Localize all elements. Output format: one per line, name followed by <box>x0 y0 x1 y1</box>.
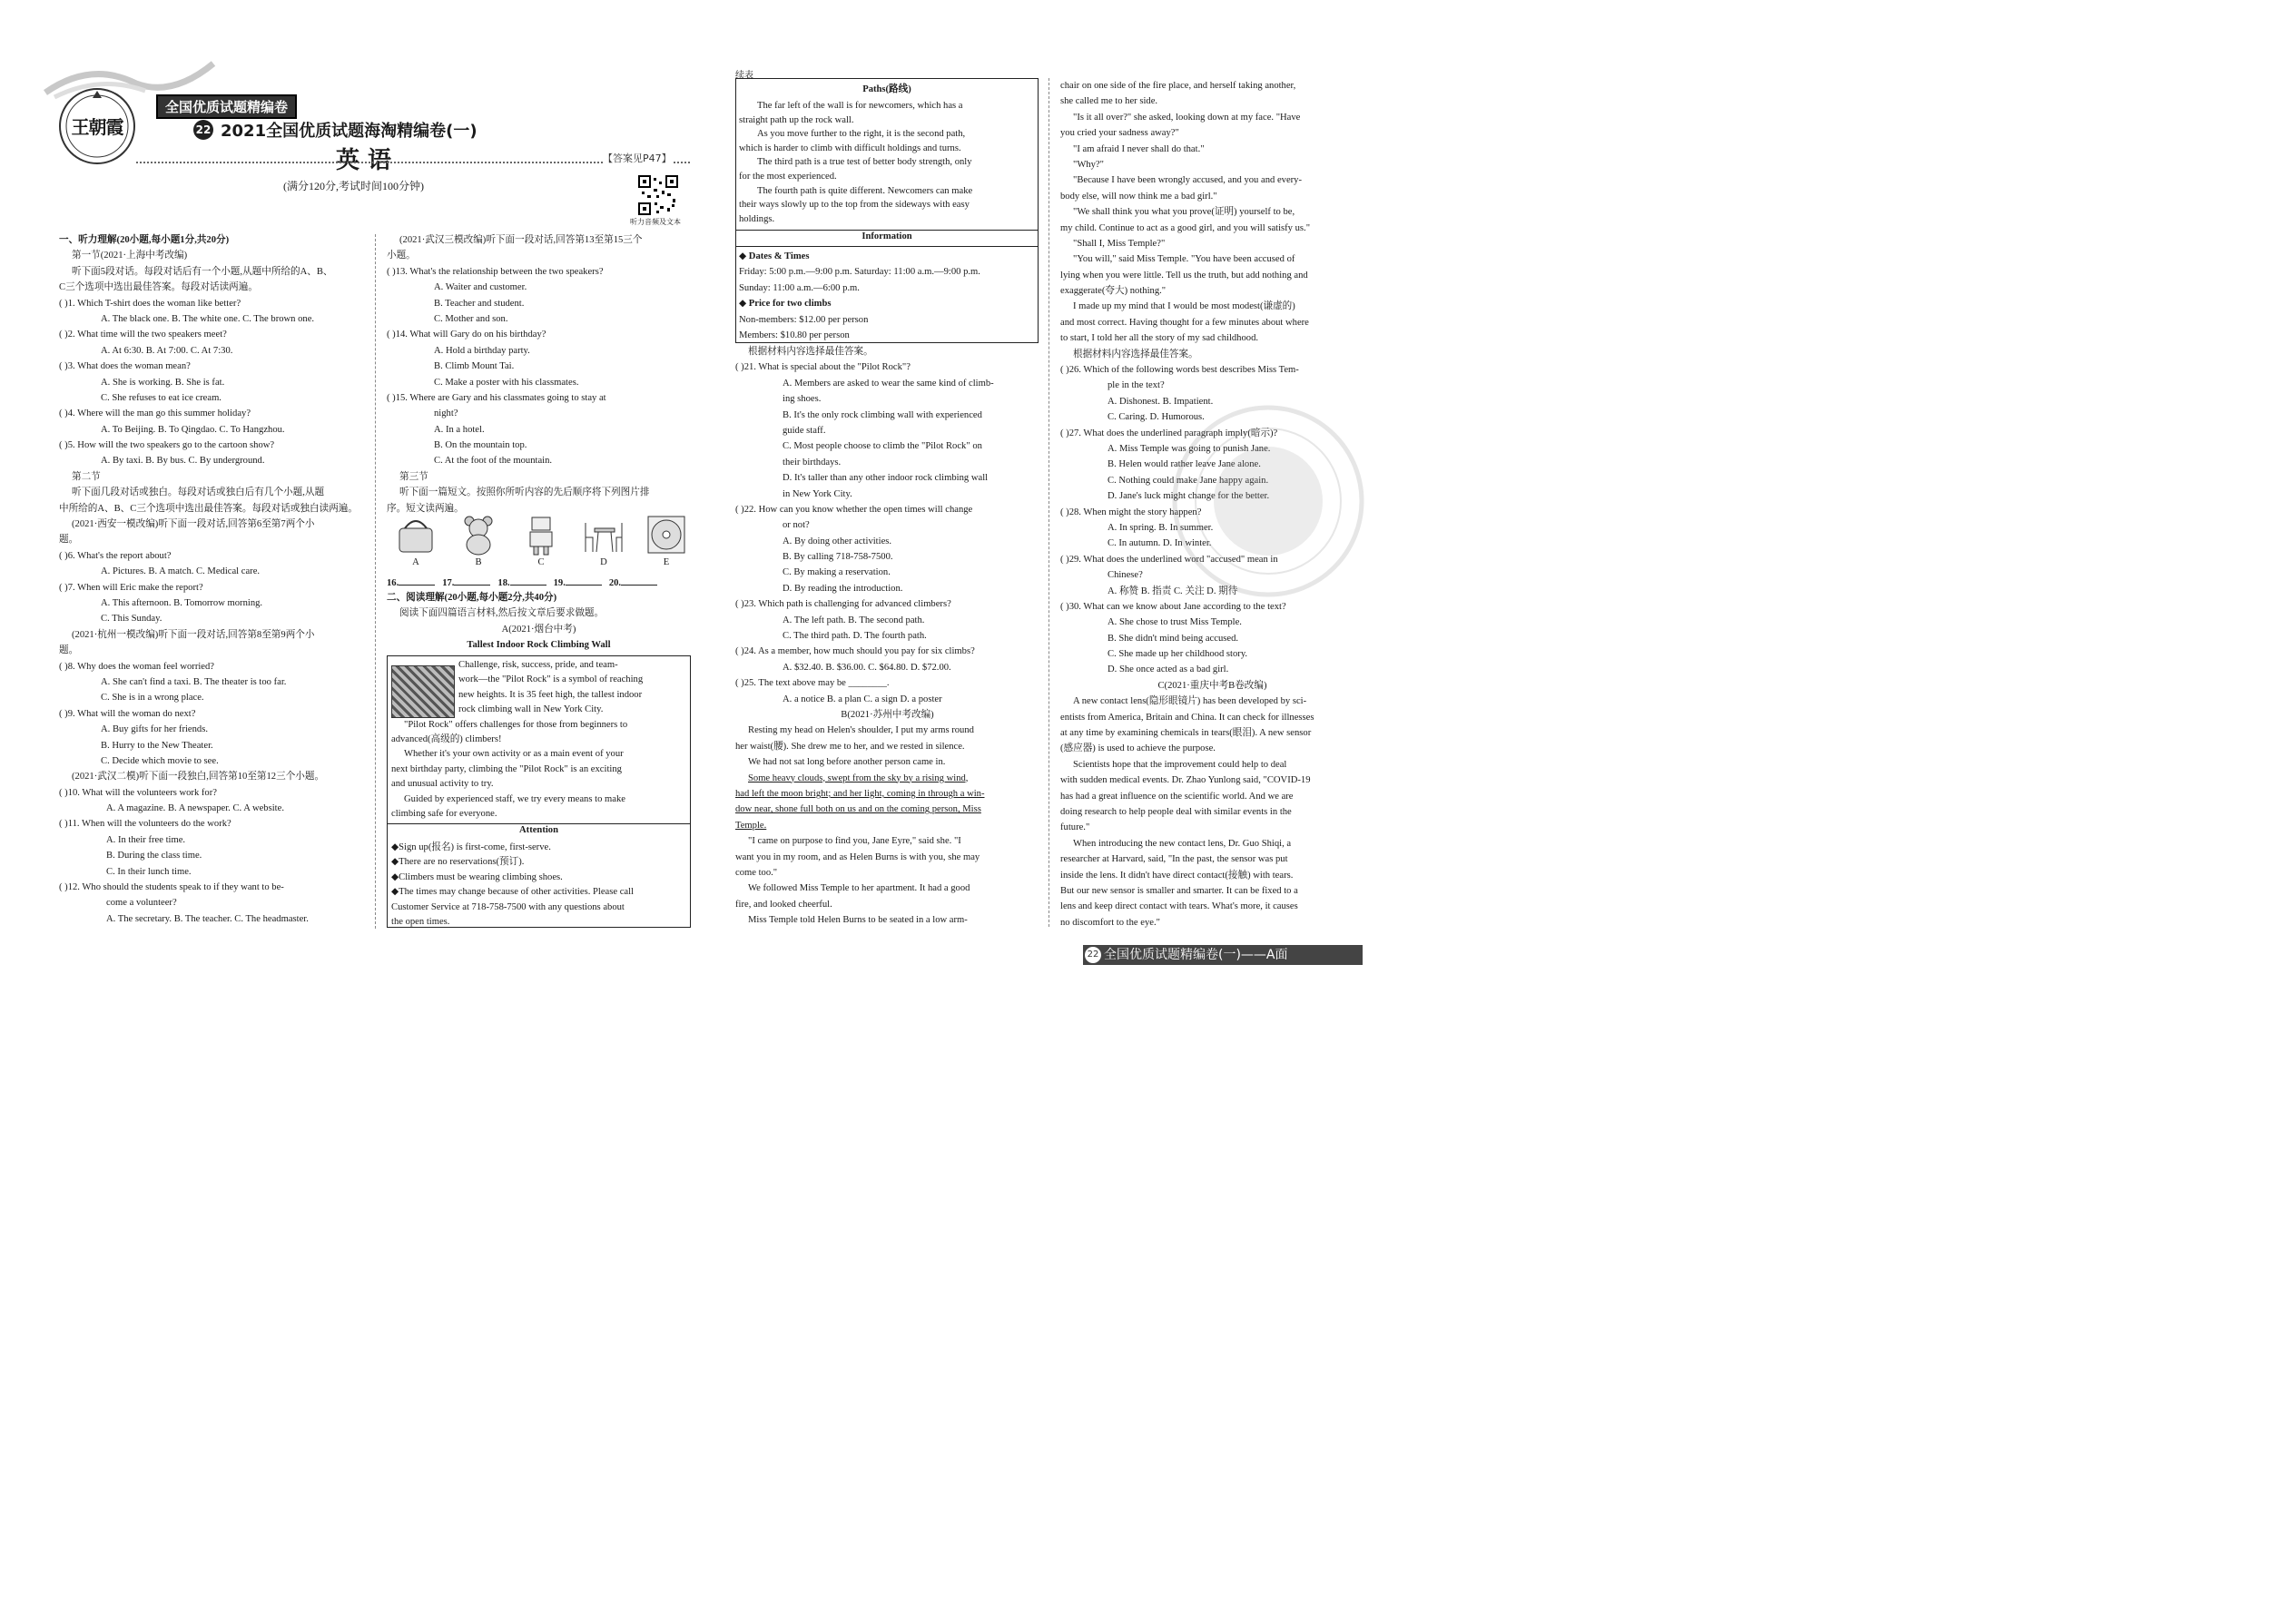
text-line: A. She chose to trust Miss Temple. <box>1108 617 1242 628</box>
text-line: A. $32.40. B. $36.00. C. $64.80. D. $72.00. <box>783 662 951 673</box>
text-line: ( )14. What will Gary do on his birthday? <box>387 330 546 340</box>
text-line: 根据材料内容选择最佳答案。 <box>1073 349 1198 359</box>
text-line: Whether it's your own activity or as a main event of your <box>404 749 624 760</box>
text-line: Resting my head on Helen's shoulder, I put my arms round <box>748 725 974 736</box>
text-line: dow near, shone full both on us and on the coming person, Miss <box>735 804 981 815</box>
reading-col3 <box>735 344 1039 928</box>
text-line: rock climbing wall in New York City. <box>458 704 604 715</box>
text-line: A. Buy gifts for her friends. <box>101 724 208 735</box>
text-line: ( )4. Where will the man go this summer holiday? <box>59 408 251 419</box>
text-line: (2021·西安一模改编)听下面一段对话,回答第6至第7两个小 <box>72 519 315 530</box>
text-line: future." <box>1060 822 1090 833</box>
answer-blank[interactable] <box>399 574 435 586</box>
text-line: ( )27. What does the underlined paragraph imply(暗示)? <box>1060 428 1278 438</box>
text-line: A. Waiter and customer. <box>434 282 527 293</box>
text-line: or not? <box>783 520 810 531</box>
text-line: ( )12. Who should the students speak to if they want to be- <box>59 882 284 893</box>
text-line: A. Hold a birthday party. <box>434 345 530 356</box>
text-line: "Because I have been wrongly accused, and you and every- <box>1073 175 1302 186</box>
picture-label: D <box>600 557 607 567</box>
text-line: Scientists hope that the improvement could help to deal <box>1073 759 1287 770</box>
paths-title: Paths(路线) <box>862 84 911 94</box>
text-line: for the most experienced. <box>739 171 837 182</box>
text-line: C. She refuses to eat ice cream. <box>101 392 222 403</box>
column-divider <box>375 234 376 929</box>
text-line: C. Caring. D. Humorous. <box>1108 412 1205 423</box>
text-line: "Is it all over?" she asked, looking down at my face. "Have <box>1073 112 1301 123</box>
cd-disc-icon <box>646 514 686 556</box>
passage-a-text <box>391 658 686 822</box>
robot-icon <box>521 514 561 556</box>
listening-section-col2 <box>387 232 691 517</box>
text-line: The third path is a true test of better body strength, only <box>757 157 972 168</box>
text-line: "I am afraid I never shall do that." <box>1073 143 1205 154</box>
text-line: A. a notice B. a plan C. a sign D. a poster <box>783 694 942 704</box>
text-line: 根据材料内容选择最佳答案。 <box>748 347 873 357</box>
text-line: A new contact lens(隐形眼镜片) has been developed by sci- <box>1073 696 1307 707</box>
text-line: fire, and looked cheerful. <box>735 899 832 910</box>
picture-label: E <box>663 557 670 567</box>
text-line: ◆Climbers must be wearing climbing shoes. <box>391 871 563 882</box>
text-line: Guided by experienced staff, we try every means to make <box>404 793 625 804</box>
text-line: no discomfort to the eye." <box>1060 917 1160 928</box>
text-line: A(2021·烟台中考) <box>501 624 576 635</box>
text-line: C. In their lunch time. <box>106 866 192 877</box>
text-line: had left the moon bright; and her light, coming in through a win- <box>735 788 985 799</box>
text-line: When introducing the new contact lens, Dr. Guo Shiqi, a <box>1073 838 1292 849</box>
text-line: come too." <box>735 867 778 878</box>
text-line: "We shall think you what you prove(证明) yourself to be, <box>1073 207 1295 218</box>
text-line: A. The black one. B. The white one. C. The brown one. <box>101 313 315 324</box>
text-line: C. By making a reservation. <box>783 567 891 578</box>
text-line: B. Helen would rather leave Jane alone. <box>1108 459 1261 470</box>
passage-a-box <box>387 655 691 928</box>
text-line: their birthdays. <box>783 457 842 468</box>
text-line: B. By calling 718-758-7500. <box>783 552 893 563</box>
text-line: A. A magazine. B. A newspaper. C. A website. <box>106 803 284 814</box>
text-line: A. The secretary. B. The teacher. C. The headmaster. <box>106 913 309 924</box>
text-line: C. She is in a wrong place. <box>101 693 204 704</box>
text-line: guide staff. <box>783 425 826 436</box>
text-line: A. In their free time. <box>106 834 186 845</box>
listening-section-col1 <box>59 232 368 927</box>
text-line: "Shall I, Miss Temple?" <box>1073 238 1166 249</box>
answer-blank[interactable] <box>621 574 657 586</box>
text-line: inside the lens. It didn't have direct contact(接触) with tears. <box>1060 870 1294 881</box>
text-line: ( )24. As a member, how much should you pay for six climbs? <box>735 646 975 657</box>
text-line: A. Dishonest. B. Impatient. <box>1108 396 1214 407</box>
text-line: B(2021·苏州中考改编) <box>841 709 934 720</box>
text-line: C. At the foot of the mountain. <box>434 456 553 467</box>
text-line: climbing safe for everyone. <box>391 809 497 820</box>
text-line: ( )13. What's the relationship between the two speakers? <box>387 266 604 277</box>
text-line: chair on one side of the fire place, and herself taking another, <box>1060 81 1296 91</box>
text-line: We followed Miss Temple to her apartment. It had a good <box>748 883 970 894</box>
text-line: ( )2. What time will the two speakers meet? <box>59 330 227 340</box>
text-line: ( )6. What's the report about? <box>59 550 172 561</box>
picture-row <box>396 514 686 567</box>
text-line: Customer Service at 718-758-7500 with any questions about <box>391 901 625 912</box>
footer-number-badge: 22 <box>1085 947 1101 963</box>
teddy-bear-icon <box>458 514 498 556</box>
text-line: D. By reading the introduction. <box>783 583 903 594</box>
text-line: (感应器) is used to achieve the purpose. <box>1060 743 1216 754</box>
text-line: As you move further to the right, it is the second path, <box>757 129 966 140</box>
text-line: 第一节(2021·上海中考改编) <box>72 251 188 261</box>
text-line: B. It's the only rock climbing wall with experienced <box>783 409 982 420</box>
score-info: (满分120分,考试时间100分钟) <box>283 180 424 192</box>
handbag-icon <box>396 514 436 556</box>
text-line: C. Decide which movie to see. <box>101 755 219 766</box>
text-line: advanced(高级的) climbers! <box>391 734 502 745</box>
text-line: 阅读下面四篇语言材料,然后按文章后要求做题。 <box>399 608 605 619</box>
text-line: ◆The times may change because of other activities. Please call <box>391 887 635 898</box>
text-line: ( )26. Which of the following words best describes Miss Tem- <box>1060 365 1299 376</box>
text-line: ( )9. What will the woman do next? <box>59 708 196 719</box>
text-line: 第三节 <box>399 471 428 482</box>
text-line: "You will," said Miss Temple. "You have been accused of <box>1073 254 1295 265</box>
text-line: A. Members are asked to wear the same kind of climb- <box>783 378 994 389</box>
text-line: C. She made up her childhood story. <box>1108 649 1248 660</box>
text-line: ( )25. The text above may be ________. <box>735 678 890 689</box>
qr-code[interactable] <box>638 175 678 215</box>
text-line: 二、阅读理解(20小题,每小题2分,共40分) <box>387 593 557 603</box>
text-line: new heights. It is 35 feet high, the tallest indoor <box>458 689 643 700</box>
issue-number-badge: 22 <box>193 120 213 140</box>
text-line: ( )28. When might the story happen? <box>1060 507 1202 517</box>
text-line: and unusual activity to try. <box>391 779 494 790</box>
continued-label: 续表 <box>735 71 753 81</box>
text-line: A. 称赞 B. 指责 C. 关注 D. 期待 <box>1108 586 1238 596</box>
footer-bar <box>1083 945 1363 965</box>
text-line: night? <box>434 408 458 419</box>
text-line: ( )11. When will the volunteers do the work? <box>59 819 231 830</box>
text-line: A. This afternoon. B. Tomorrow morning. <box>101 597 263 608</box>
text-line: The far left of the wall is for newcomers, which has a <box>757 101 963 111</box>
text-line: (2021·杭州一模改编)听下面一段对话,回答第8至第9两个小 <box>72 629 315 640</box>
text-line: want you in my room, and as Helen Burns is with you, she may <box>735 851 980 862</box>
text-line: A. In a hotel. <box>434 424 485 435</box>
picture-label: B <box>475 557 482 567</box>
text-line: Chinese? <box>1108 570 1143 581</box>
text-line: and most correct. Having thought for a few minutes about where <box>1060 317 1309 328</box>
text-line: work—the "Pilot Rock" is a symbol of reaching <box>458 674 644 685</box>
text-line: their ways slowly up to the top from the sideways with easy <box>739 200 970 211</box>
watermark-seal <box>1171 404 1366 599</box>
text-line: B. On the mountain top. <box>434 440 527 451</box>
text-line: ( )23. Which path is challenging for advanced climbers? <box>735 599 951 610</box>
text-line: (2021·武汉二模)听下面一段独白,回答第10至第12三个小题。 <box>72 772 325 782</box>
text-line: We had not sat long before another person came in. <box>748 757 946 768</box>
text-line: the open times. <box>391 917 450 928</box>
text-line: 听下面一篇短文。按照你所听内容的先后顺序将下列图片排 <box>399 487 650 498</box>
text-line: C(2021·重庆中考B卷改编) <box>1157 680 1267 691</box>
text-line: 听下面几段对话或独白。每段对话或独白后有几个小题,从题 <box>72 487 325 498</box>
text-line: entists from America, Britain and China. It can check for illnesses <box>1060 712 1314 723</box>
text-line: you cried your sadness away?" <box>1060 128 1179 139</box>
text-line: Challenge, risk, success, pride, and team- <box>458 660 618 670</box>
text-line: But our new sensor is smaller and smarter. It can be fixed to a <box>1060 885 1298 896</box>
text-line: which is harder to climb with difficult holdings and turns. <box>739 143 961 153</box>
text-line: ◆There are no reservations(预订). <box>391 857 525 868</box>
text-line: "Pilot Rock" offers challenges for those from beginners to <box>404 719 628 730</box>
text-line: Some heavy clouds, swept from the sky by a rising wind, <box>748 773 969 783</box>
text-line: D. She once acted as a bad girl. <box>1108 664 1229 675</box>
text-line: Temple. <box>735 820 767 831</box>
text-line: I made up my mind that I would be most modest(谦虚的) <box>1073 301 1295 312</box>
text-line: D. Jane's luck might change for the better. <box>1108 491 1270 502</box>
text-line: ing shoes. <box>783 394 822 405</box>
text-line: 第二节 <box>72 471 101 482</box>
answer-blank[interactable] <box>566 574 602 586</box>
text-line: A. She can't find a taxi. B. The theater is too far. <box>101 676 287 687</box>
text-line: A. By doing other activities. <box>783 536 892 546</box>
footer-text: 全国优质试题精编卷(一)——A面 <box>1104 948 1288 962</box>
paths-info-table <box>735 78 1039 343</box>
text-line: with sudden medical events. Dr. Zhao Yunlong said, "COVID-19 <box>1060 775 1311 786</box>
picture-label: A <box>412 557 419 567</box>
text-line: C. Make a poster with his classmates. <box>434 377 579 388</box>
text-line: C. In autumn. D. In winter. <box>1108 538 1212 549</box>
text-line: B. Hurry to the New Theater. <box>101 740 213 751</box>
text-line: ( )21. What is special about the "Pilot Rock"? <box>735 362 911 373</box>
text-line: in New York City. <box>783 488 852 499</box>
text-line: 题。 <box>59 645 79 656</box>
text-line: ( )30. What can we know about Jane according to the text? <box>1060 601 1286 612</box>
text-line: Non-members: $12.00 per person <box>739 314 869 325</box>
text-line: A. In spring. B. In summer. <box>1108 522 1214 533</box>
qr-caption: 听力音频及文本 <box>630 218 681 226</box>
text-line: A. At 6:30. B. At 7:00. C. At 7:30. <box>101 345 233 356</box>
text-line: "I came on purpose to find you, Jane Eyre," said she. "I <box>748 836 961 847</box>
text-line: ◆ Dates & Times <box>739 251 810 261</box>
paper-title: 2021全国优质试题海淘精编卷(一) <box>221 122 478 141</box>
text-line: A. The left path. B. The second path. <box>783 615 925 625</box>
text-line: The fourth path is quite different. Newcomers can make <box>757 185 973 196</box>
answer-blank[interactable] <box>454 574 490 586</box>
text-line: B. Teacher and student. <box>434 298 525 309</box>
attention-title: Attention <box>519 825 558 835</box>
text-line: 序。短文读两遍。 <box>387 503 464 514</box>
text-line: 一、听力理解(20小题,每小题1分,共20分) <box>59 235 230 245</box>
text-line: straight path up the rock wall. <box>739 114 854 125</box>
text-line: researcher at Harvard, said, "In the past, the sensor was put <box>1060 854 1288 865</box>
text-line: ple in the text? <box>1108 380 1165 391</box>
information-text <box>739 249 1037 343</box>
paths-text <box>739 99 1037 226</box>
text-line: B. Climb Mount Tai. <box>434 361 515 372</box>
text-line: A. She is working. B. She is fat. <box>101 377 225 388</box>
text-line: ( )8. Why does the woman feel worried? <box>59 661 215 672</box>
text-line: ( )22. How can you know whether the open times will change <box>735 504 973 515</box>
text-line: come a volunteer? <box>106 898 177 909</box>
text-line: doing research to help people deal with similar events in the <box>1060 806 1292 817</box>
text-line: ( )29. What does the underlined word "accused" mean in <box>1060 554 1278 565</box>
text-line: C. Nothing could make Jane happy again. <box>1108 475 1269 486</box>
text-line: C. This Sunday. <box>101 614 162 625</box>
text-line: she called me to her side. <box>1060 96 1158 107</box>
text-line: (2021·武汉三模改编)听下面一段对话,回答第13至第15三个 <box>399 235 643 245</box>
text-line: ( )7. When will Eric make the report? <box>59 582 203 593</box>
text-line: C. Mother and son. <box>434 313 508 324</box>
text-line: A. Pictures. B. A match. C. Medical care. <box>101 566 261 577</box>
text-line: B. During the class time. <box>106 851 202 861</box>
text-line: "Why?" <box>1073 159 1104 170</box>
attention-list <box>391 841 686 930</box>
text-line: A. Miss Temple was going to punish Jane. <box>1108 443 1271 454</box>
logo-text: 王朝霞 <box>71 116 123 138</box>
text-line: ◆Sign up(报名) is first-come, first-serve. <box>391 842 551 852</box>
reading-section-intro <box>387 590 691 654</box>
text-line: 小题。 <box>387 251 416 261</box>
text-line: Members: $10.80 per person <box>739 330 850 341</box>
text-line: B. She didn't mind being accused. <box>1108 633 1239 644</box>
text-line: ◆ Price for two climbs <box>739 299 832 310</box>
text-line: Miss Temple told Helen Burns to be seated in a low arm- <box>748 915 968 926</box>
text-line: A. To Beijing. B. To Qingdao. C. To Hangzhou. <box>101 424 285 435</box>
text-line: ( )10. What will the volunteers work for? <box>59 787 217 798</box>
information-title: Information <box>861 231 912 241</box>
text-line: 听下面5段对话。每段对话后有一个小题,从题中所给的A、B、 <box>72 266 333 277</box>
title-row <box>193 118 478 142</box>
picture-label: C <box>537 557 545 567</box>
text-line: lens and keep direct contact with tears. What's more, it causes <box>1060 901 1298 912</box>
series-label: 全国优质试题精编卷 <box>156 94 297 119</box>
text-line: lying when you were little. Tell us the truth, but add nothing and <box>1060 270 1308 281</box>
text-line: to start, I told her all the story of my sad childhood. <box>1060 333 1259 344</box>
text-line: D. It's taller than any other indoor rock climbing wall <box>783 473 989 484</box>
text-line: Friday: 5:00 p.m.—9:00 p.m. Saturday: 11:00 a.m.—9:00 p.m. <box>739 267 980 278</box>
text-line: at any time by examining chemicals in tears(眼泪). A new sensor <box>1060 728 1312 739</box>
text-line: A. By taxi. B. By bus. C. By underground. <box>101 456 265 467</box>
text-line: exaggerate(夸大) nothing." <box>1060 286 1167 297</box>
text-line: my child. Continue to act as a good girl, and you will satisfy us." <box>1060 222 1311 233</box>
text-line: C. The third path. D. The fourth path. <box>783 631 927 642</box>
text-line: 中所给的A、B、C三个选项中选出最佳答案。每段对话或独白读两遍。 <box>59 503 358 514</box>
text-line: Tallest Indoor Rock Climbing Wall <box>467 640 611 651</box>
table-chairs-icon <box>584 514 624 556</box>
text-line: ( )3. What does the woman mean? <box>59 361 191 372</box>
text-line: has had a great influence on the scientific world. And we are <box>1060 791 1294 802</box>
answer-reference: 【答案见P47】 <box>603 153 672 164</box>
answer-blank[interactable] <box>510 574 546 586</box>
picture-order-blanks[interactable]: 16. 17. 18. 19. 20. <box>387 574 657 588</box>
subject-title: 英 语 <box>336 147 392 174</box>
text-line: Sunday: 11:00 a.m.—6:00 p.m. <box>739 282 860 293</box>
text-line: C. Most people choose to climb the "Pilot Rock" on <box>783 441 982 452</box>
text-line: ( )5. How will the two speakers go to the cartoon show? <box>59 440 275 451</box>
text-line: next birthday party, climbing the "Pilot Rock" is an exciting <box>391 763 622 774</box>
text-line: her waist(腰). She drew me to her, and we rested in silence. <box>735 741 965 752</box>
text-line: 题。 <box>59 535 79 546</box>
text-line: holdings. <box>739 213 775 224</box>
text-line: ( )15. Where are Gary and his classmates going to stay at <box>387 392 606 403</box>
text-line: body else, will now think me a bad girl." <box>1060 191 1217 202</box>
text-line: C三个选项中选出最佳答案。每段对话读两遍。 <box>59 282 258 293</box>
text-line: ( )1. Which T-shirt does the woman like better? <box>59 298 241 309</box>
